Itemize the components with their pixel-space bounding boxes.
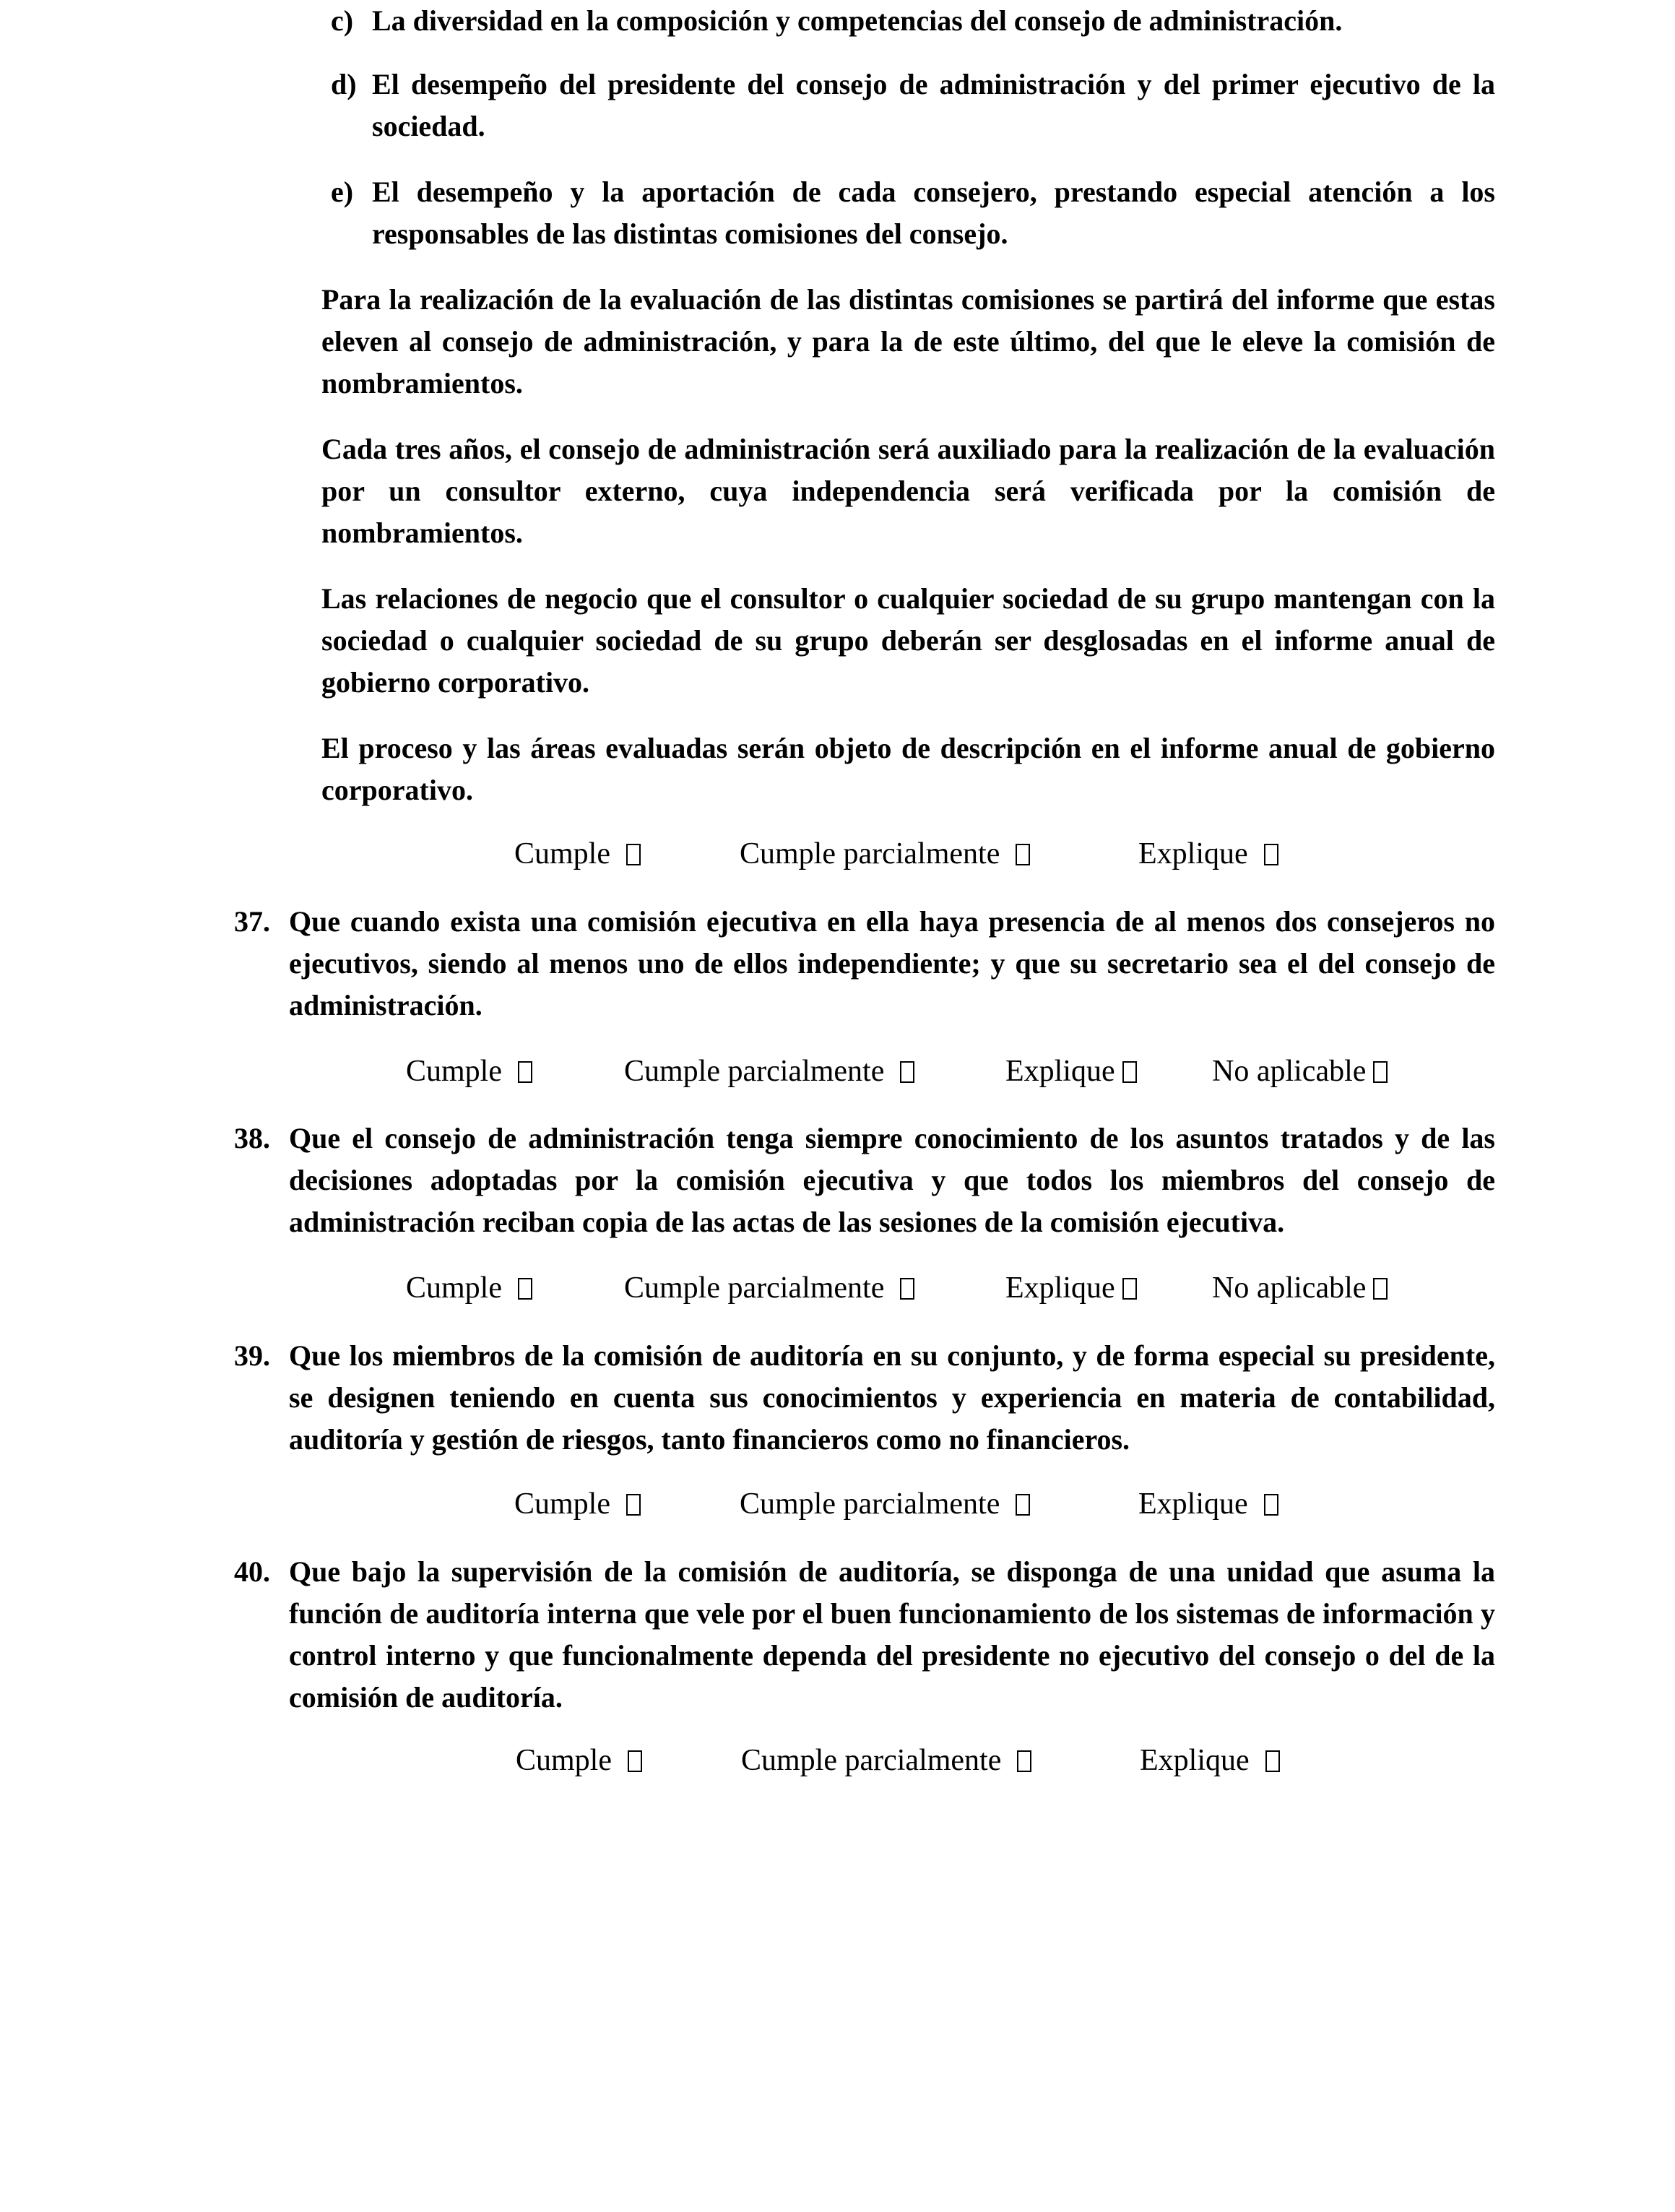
paragraph-evaluation-source: Para la realización de la evaluación de las distintas comisiones se partirá del informe que estas eleven al consejo de administración, y para la de este último, del que le eleve la comisión de nombramientos. [321, 283, 1495, 399]
option-parcial-label: Cumple parcialmente [740, 1487, 1000, 1521]
option-cumple-parcialmente[interactable] [624, 1266, 914, 1310]
checkbox-cumple-parcialmente[interactable] [900, 1061, 914, 1083]
option-parcial-label: Cumple parcialmente [624, 1271, 885, 1305]
option-cumple-label: Cumple [516, 1744, 612, 1777]
option-explique-label: Explique [1005, 1055, 1115, 1088]
checkbox-cumple[interactable] [626, 844, 641, 865]
sub-item-letter-d: d) [331, 68, 357, 100]
option-no-aplicable[interactable] [1212, 1050, 1388, 1093]
sub-item-text-c: La diversidad en la composición y competencias del consejo de administración. [372, 4, 1343, 37]
recommendation-number-38: 38. [234, 1122, 270, 1154]
option-cumple[interactable] [516, 1739, 642, 1782]
option-no-aplicable[interactable] [1212, 1266, 1388, 1310]
option-cumple-label: Cumple [406, 1055, 502, 1088]
option-cumple-parcialmente[interactable] [624, 1050, 914, 1093]
option-no-aplicable-label: No aplicable [1212, 1055, 1367, 1088]
option-explique-label: Explique [1005, 1271, 1115, 1305]
checkbox-explique[interactable] [1264, 844, 1278, 865]
sub-item-letter-e: e) [331, 176, 354, 208]
option-cumple[interactable] [514, 1482, 641, 1526]
recommendation-number-37: 37. [234, 905, 270, 938]
option-cumple[interactable] [406, 1050, 532, 1093]
option-no-aplicable-label: No aplicable [1212, 1271, 1367, 1305]
option-explique[interactable] [1138, 1482, 1278, 1526]
recommendation-number-39: 39. [234, 1339, 270, 1372]
checkbox-explique[interactable] [1122, 1278, 1137, 1300]
option-cumple-parcialmente[interactable] [741, 1739, 1031, 1782]
checkbox-no-aplicable[interactable] [1373, 1278, 1388, 1300]
option-explique-label: Explique [1138, 837, 1248, 870]
option-parcial-label: Cumple parcialmente [624, 1055, 885, 1088]
option-explique-label: Explique [1138, 1487, 1248, 1521]
paragraph-business-relations: Las relaciones de negocio que el consultor o cualquier sociedad de su grupo mantengan con la sociedad o cualquier sociedad de su grupo deberán ser desglosadas en el informe anual de gobierno corporativo. [321, 582, 1495, 699]
sub-item-text-e: El desempeño y la aportación de cada consejero, prestando especial atención a los responsables de las distintas comisiones del consejo. [372, 176, 1495, 250]
sub-item-text-d: El desempeño del presidente del consejo de administración y del primer ejecutivo de la sociedad. [372, 68, 1495, 142]
option-cumple-label: Cumple [406, 1271, 502, 1305]
checkbox-cumple-parcialmente[interactable] [900, 1278, 914, 1300]
checkbox-cumple-parcialmente[interactable] [1017, 1750, 1031, 1772]
option-explique-label: Explique [1140, 1744, 1250, 1777]
option-cumple-parcialmente[interactable] [740, 1482, 1030, 1526]
recommendation-text-37: Que cuando exista una comisión ejecutiva en ella haya presencia de al menos dos consejeros no ejecutivos, siendo al menos uno de ellos independiente; y que su secretario sea el del consejo de administración. [289, 905, 1495, 1021]
option-parcial-label: Cumple parcialmente [740, 837, 1000, 870]
option-explique[interactable] [1140, 1739, 1280, 1782]
recommendation-number-40: 40. [234, 1555, 270, 1588]
checkbox-explique[interactable] [1122, 1061, 1137, 1083]
option-cumple[interactable] [406, 1266, 532, 1310]
recommendation-text-38: Que el consejo de administración tenga siempre conocimiento de los asuntos tratados y de las decisiones adoptadas por la comisión ejecutiva y que todos los miembros del consejo de administración reciban copia de las actas de las sesiones de la comisión ejecutiva. [289, 1122, 1495, 1238]
option-cumple-label: Cumple [514, 837, 610, 870]
paragraph-external-consultant: Cada tres años, el consejo de administración será auxiliado para la realización de la evaluación por un consultor externo, cuya independencia será verificada por la comisión de nombramientos. [321, 433, 1495, 549]
checkbox-cumple[interactable] [518, 1278, 532, 1300]
checkbox-cumple[interactable] [628, 1750, 642, 1772]
recommendation-text-39: Que los miembros de la comisión de auditoría en su conjunto, y de forma especial su presidente, se designen teniendo en cuenta sus conocimientos y experiencia en materia de contabilidad, auditoría y gestión de riesgos, tanto financieros como no financieros. [289, 1339, 1495, 1456]
option-parcial-label: Cumple parcialmente [741, 1744, 1002, 1777]
option-cumple-label: Cumple [514, 1487, 610, 1521]
option-cumple-parcialmente[interactable] [740, 832, 1030, 876]
recommendation-text-40: Que bajo la supervisión de la comisión de auditoría, se disponga de una unidad que asuma la función de auditoría interna que vele por el buen funcionamiento de los sistemas de información y control interno y que funcionalmente dependa del presidente no ejecutivo del consejo o del de la comisión de auditoría. [289, 1555, 1495, 1714]
checkbox-no-aplicable[interactable] [1373, 1061, 1388, 1083]
checkbox-cumple[interactable] [518, 1061, 532, 1083]
checkbox-cumple-parcialmente[interactable] [1016, 1494, 1030, 1516]
option-explique[interactable] [1138, 832, 1278, 876]
checkbox-cumple[interactable] [626, 1494, 641, 1516]
option-cumple[interactable] [514, 832, 641, 876]
checkbox-explique[interactable] [1265, 1750, 1280, 1772]
option-explique[interactable] [1005, 1266, 1137, 1310]
checkbox-explique[interactable] [1264, 1494, 1278, 1516]
checkbox-cumple-parcialmente[interactable] [1016, 844, 1030, 865]
paragraph-process-description: El proceso y las áreas evaluadas serán objeto de descripción en el informe anual de gobierno corporativo. [321, 732, 1495, 806]
option-explique[interactable] [1005, 1050, 1137, 1093]
sub-item-letter-c: c) [331, 4, 354, 37]
